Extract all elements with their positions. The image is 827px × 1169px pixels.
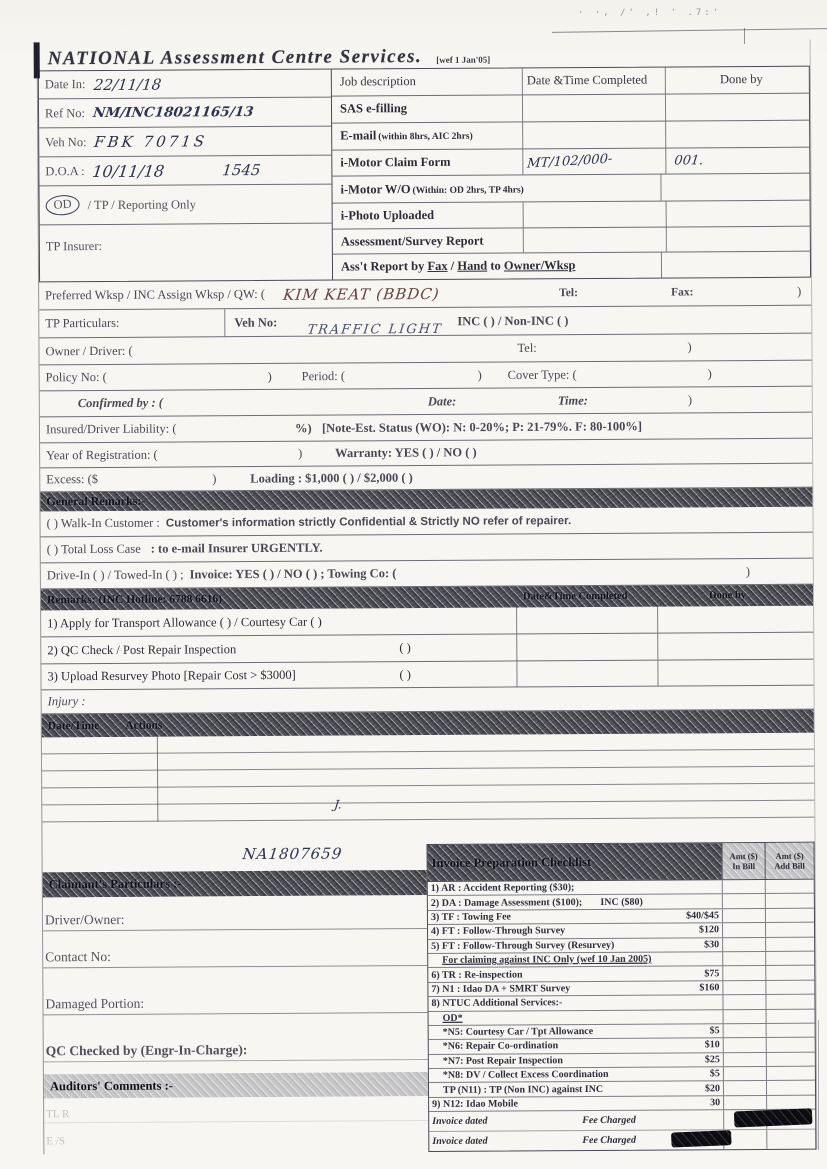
contact-no-field xyxy=(43,929,427,968)
claimant-particulars-title: Claimant's Particulars :- xyxy=(48,876,182,892)
divider xyxy=(516,607,517,633)
job-label-note: (Within: OD 2hrs, TP 4hrs) xyxy=(412,185,524,196)
scan-artifact-notch xyxy=(34,42,40,78)
checklist-row: OD* xyxy=(429,1009,815,1026)
amt-in-bill-cell xyxy=(723,1024,766,1038)
checklist-header xyxy=(428,843,814,882)
amt-add-bill-cell xyxy=(765,980,814,994)
checklist-row: 1) AR : Accident Reporting ($30); xyxy=(428,880,814,897)
fee-charged-label: Fee Charged xyxy=(582,1134,636,1147)
owner-tel-label: Tel: xyxy=(517,340,537,355)
top-section xyxy=(38,66,811,283)
checklist-row: 3) TF : Towing Fee $40/$45 xyxy=(428,908,814,925)
job-row-assessment xyxy=(333,227,810,255)
amt-add-bill-cell xyxy=(765,937,814,951)
divider xyxy=(657,661,658,686)
paren: ) xyxy=(212,471,217,486)
auditors-comments-header xyxy=(44,1072,428,1098)
actions-column-header: Actions xyxy=(125,719,163,732)
amt-add-bill-cell xyxy=(766,1052,815,1066)
tp-particulars-label: TP Particulars: xyxy=(45,315,120,331)
checklist-row: *N7: Post Repair Inspection $25 xyxy=(429,1052,815,1069)
veh-no-value: FBK 7071S xyxy=(93,132,209,152)
date-in-value: 22/11/18 xyxy=(92,75,162,94)
divider xyxy=(516,634,517,660)
liability-note: [Note-Est. Status (WO): N: 0-20%; P: 21-79%. F: 80-100%] xyxy=(321,418,643,435)
scan-smudge-text: · ·, /' ,! ' .7:' xyxy=(578,8,722,18)
fee-charged-label: Fee Charged xyxy=(582,1114,636,1127)
tp-veh-value-handwritten: TRAFFIC LIGHT xyxy=(306,321,444,338)
hand-ref-row xyxy=(43,844,427,872)
ref-no-row xyxy=(39,98,331,129)
job-label: i-Motor W/O (Within: OD 2hrs, TP 4hrs) xyxy=(340,181,524,197)
checklist-row: 7) N1 : Idao DA + SMRT Survey $160 xyxy=(428,980,814,997)
date-in-row xyxy=(39,70,331,100)
faint-mark-1: TL R xyxy=(44,1096,428,1123)
paren: ) xyxy=(707,366,712,381)
amt-add-bill-header: Amt ($) Add Bill xyxy=(765,843,814,879)
workshop-tel-label: Tel: xyxy=(559,286,578,299)
amt-in-bill-cell xyxy=(722,966,765,980)
owner-driver-label: Owner / Driver: ( xyxy=(45,343,133,358)
case-details-panel xyxy=(39,70,333,282)
remarks-item-text: 3) Upload Resurvey Photo [Repair Cost > $3000] xyxy=(47,667,296,684)
tp-veh-no-label: Veh No: xyxy=(234,314,278,330)
checklist-row: *N8: DV / Collect Excess Coordination $5 xyxy=(429,1067,815,1084)
claim-form-ref-handwritten: MT/102/000- xyxy=(526,151,613,172)
remarks-doneby-header: Done by xyxy=(708,590,747,602)
checklist-row: 2) DA : Damage Assessment ($100); INC ($80) xyxy=(428,894,814,911)
job-label-note: (within 8hrs, AIC 2hrs) xyxy=(378,131,473,143)
confirmed-time-label: Time: xyxy=(557,393,588,408)
divider xyxy=(657,634,658,660)
confirmed-by-label: Confirmed by : ( xyxy=(77,395,163,411)
scan-artifact-line xyxy=(552,28,827,33)
amt-add-bill-cell xyxy=(766,1081,815,1095)
policy-no-label: Policy No: ( xyxy=(45,369,107,385)
amt-add-bill-cell xyxy=(765,880,814,894)
total-loss-label: ( ) Total Loss Case xyxy=(46,541,141,557)
job-label: i-Motor Claim Form xyxy=(340,154,451,170)
paren: ) xyxy=(797,283,802,298)
job-doneby-cell xyxy=(661,252,810,278)
od-tp-row xyxy=(39,185,331,226)
excess-label: Excess: ($ xyxy=(46,472,99,487)
job-label: Assessment/Survey Report xyxy=(340,233,484,249)
workshop-label: Preferred Wksp / INC Assign Wksp / QW: ( xyxy=(45,286,266,303)
job-doneby-cell xyxy=(666,227,810,252)
divider xyxy=(657,607,658,633)
job-doneby-cell xyxy=(665,147,809,174)
walk-in-label: ( ) Walk-In Customer : xyxy=(46,515,160,531)
amt-add-bill-cell xyxy=(765,995,814,1009)
driver-owner-label: Driver/Owner: xyxy=(44,911,125,928)
doa-row xyxy=(39,156,331,187)
faint-mark-2: E /S xyxy=(46,1135,66,1148)
excess-row xyxy=(40,464,812,493)
job-row-motor-wo xyxy=(332,174,809,204)
total-loss-note: : to e-mail Insurer URGENTLY. xyxy=(150,540,323,556)
workshop-value-handwritten: KIM KEAT (BBDC) xyxy=(281,284,441,304)
amt-add-bill-cell xyxy=(766,1024,815,1038)
divider xyxy=(224,309,225,336)
claimant-panel xyxy=(43,844,429,1155)
amt-in-bill-header: Amt ($) In Bill xyxy=(722,843,765,879)
amt-in-bill-cell xyxy=(722,995,765,1009)
damaged-portion-field xyxy=(43,966,427,1015)
job-datetime-cell xyxy=(522,94,665,121)
actions-rows xyxy=(42,733,815,823)
job-doneby-cell xyxy=(666,201,810,227)
damaged-portion-label: Damaged Portion: xyxy=(45,995,145,1012)
date-in-label: Date In: xyxy=(44,77,86,92)
datetime-completed-header: Date &Time Completed xyxy=(522,68,665,95)
job-row-claim-form xyxy=(332,147,809,177)
job-row-email xyxy=(332,120,809,150)
driver-owner-field xyxy=(43,895,427,931)
veh-no-row xyxy=(39,127,331,158)
amt-add-bill-cell xyxy=(766,1095,815,1109)
drive-in-options: Drive-In ( ) / Towed-In ( ) ; xyxy=(46,567,184,583)
checklist-row: For claiming against INC Only (wef 10 Jan 2005) xyxy=(428,952,814,969)
job-table-header xyxy=(332,67,809,97)
claimant-particulars-header xyxy=(43,870,427,897)
qc-checked-field xyxy=(44,1013,428,1062)
warranty-options: Warranty: YES ( ) / NO ( ) xyxy=(335,445,477,461)
invoice-dated-label: Invoice dated xyxy=(432,1115,488,1128)
checklist-title-cell xyxy=(428,843,722,881)
od-tp-options: / TP / Reporting Only xyxy=(87,196,197,212)
workshop-fax-label: Fax: xyxy=(671,285,694,299)
paren: ) xyxy=(267,368,272,383)
amt-in-bill-cell xyxy=(722,909,765,923)
doa-time-value: 1545 xyxy=(221,161,262,180)
cover-type-label: Cover Type: ( xyxy=(507,367,577,382)
checklist-row: 9) N12: Idao Mobile 30 xyxy=(429,1095,815,1112)
checklist-row: 6) TR : Re-inspection $75 xyxy=(428,966,814,983)
paren: ) xyxy=(477,367,482,382)
year-registration-label: Year of Registration: ( xyxy=(46,447,158,462)
amt-add-bill-cell xyxy=(766,1038,815,1052)
amt-add-bill-cell xyxy=(766,1067,815,1081)
amt-in-bill-cell xyxy=(722,880,765,894)
checklist-title: Invoice Preparation Checklist xyxy=(431,854,592,870)
remarks-title: Remarks: (INC Hotline: 6788 6616) xyxy=(46,592,223,606)
amt-in-bill-cell xyxy=(723,1009,766,1023)
remarks-datetime-header: Date&Time Completed xyxy=(522,590,628,603)
checklist-row: *N6: Repair Co-ordination $10 xyxy=(429,1038,815,1055)
confirmed-date-label: Date: xyxy=(427,393,457,408)
tp-insurer-row xyxy=(40,224,332,282)
job-row-photo xyxy=(333,201,810,230)
checklist-row: 4) FT : Follow-Through Survey $120 xyxy=(428,923,814,940)
general-remarks-title: General Remarks:- xyxy=(46,493,146,509)
doa-label: D.O.A : xyxy=(45,163,85,178)
paren: ) xyxy=(687,392,693,407)
job-datetime-cell xyxy=(522,148,665,175)
paren: ) xyxy=(298,446,303,461)
amt-in-bill-cell xyxy=(723,1053,766,1067)
amt-in-bill-cell xyxy=(722,952,765,966)
job-datetime-cell xyxy=(522,121,665,148)
remarks-item-text: 1) Apply for Transport Allowance ( ) / Courtesy Car ( ) xyxy=(47,614,322,630)
amt-in-bill-cell xyxy=(723,1038,766,1052)
divider xyxy=(516,661,517,686)
job-table xyxy=(332,67,810,280)
doa-value: 10/11/18 xyxy=(91,161,166,181)
ref-no-label: Ref No: xyxy=(44,105,86,120)
paren: ) xyxy=(745,564,751,579)
done-by-header: Done by xyxy=(665,67,809,94)
amt-in-bill-cell xyxy=(722,981,765,995)
ink-stamp xyxy=(671,1130,732,1147)
assessment-form xyxy=(37,40,818,1155)
actions-datetime-header: Date/Time xyxy=(47,719,100,732)
auditors-comments-title: Auditors' Comments :- xyxy=(49,1078,173,1093)
amt-in-bill-cell xyxy=(722,938,765,952)
invoice-dated-row-2 xyxy=(429,1130,815,1151)
amt-add-bill-cell xyxy=(765,908,814,922)
tp-inc-options: INC ( ) / Non-INC ( ) xyxy=(457,313,569,328)
loading-options: Loading : $1,000 ( ) / $2,000 ( ) xyxy=(250,470,413,486)
scan-artifact-edge xyxy=(818,1020,819,1150)
tp-insurer-label: TP Insurer: xyxy=(45,238,103,254)
job-description-header: Job description xyxy=(339,74,416,89)
form-effective-date: [wef 1 Jan'05] xyxy=(436,54,491,65)
job-doneby-cell xyxy=(665,94,809,121)
invoice-towing-options: Invoice: YES ( ) / NO ( ) ; Towing Co: ( xyxy=(189,566,397,582)
job-label: i-Photo Uploaded xyxy=(340,208,435,223)
job-row-sas xyxy=(332,94,809,124)
amt-add-bill-cell xyxy=(765,894,814,908)
invoice-dated-label: Invoice dated xyxy=(432,1135,488,1148)
job-label: E-mail (within 8hrs, AIC 2hrs) xyxy=(340,128,473,143)
amt-in-bill-cell xyxy=(722,923,765,937)
job-label: Ass't Report by Fax / Hand to Owner/Wksp xyxy=(340,258,576,274)
contact-no-label: Contact No: xyxy=(45,948,111,965)
amt-in-bill-cell xyxy=(722,894,765,908)
checklist-rows xyxy=(428,880,815,1113)
claim-form-ref2-handwritten: 001. xyxy=(673,153,705,169)
job-doneby-cell xyxy=(665,120,809,147)
job-row-asst-report xyxy=(333,252,810,280)
amt-cell xyxy=(766,1130,815,1149)
amt-add-bill-cell xyxy=(765,952,814,966)
assessment-ref-handwritten: NA1807659 xyxy=(241,844,344,864)
job-datetime-cell xyxy=(523,228,666,253)
hand-mark: J. xyxy=(333,797,343,812)
job-label: SAS e-filling xyxy=(339,101,408,116)
liability-label: Insured/Driver Liability: ( xyxy=(45,421,177,437)
amt-in-bill-cell xyxy=(723,1081,766,1095)
form-title: NATIONAL Assessment Centre Services. xyxy=(47,46,423,70)
ref-no-value: NM/INC18021165/13 xyxy=(92,104,255,122)
paren: ( ) xyxy=(399,640,411,655)
amt-in-bill-cell xyxy=(723,1096,766,1110)
checklist-row: 5) FT : Follow-Through Survey (Resurvey) $30 xyxy=(428,937,814,954)
job-datetime-cell xyxy=(523,202,666,228)
amt-add-bill-cell xyxy=(765,966,814,980)
period-label: Period: ( xyxy=(301,368,346,383)
liability-pct: %) xyxy=(294,420,312,435)
od-option-circled: OD xyxy=(45,194,80,217)
job-doneby-cell xyxy=(660,174,809,201)
walk-in-note: Customer's information strictly Confidential & Strictly NO refer of repairer. xyxy=(165,514,572,530)
amt-add-bill-cell xyxy=(766,1009,815,1023)
amt-add-bill-cell xyxy=(765,923,814,937)
paren: ) xyxy=(687,339,692,354)
amt-in-bill-cell xyxy=(723,1067,766,1081)
checklist-row: TP (N11) : TP (Non INC) against INC $20 xyxy=(429,1081,815,1098)
checklist-row: *N5: Courtesy Car / Tpt Allowance $5 xyxy=(429,1024,815,1041)
invoice-checklist-table xyxy=(427,842,817,1153)
paren: ( ) xyxy=(399,667,411,682)
veh-no-label: Veh No: xyxy=(45,134,87,149)
injury-label: Injury : xyxy=(47,694,86,709)
bottom-section xyxy=(43,842,817,1155)
checklist-row: 8) NTUC Additional Services:- xyxy=(428,995,814,1012)
qc-checked-label: QC Checked by (Engr-In-Charge): xyxy=(45,1042,248,1059)
remarks-item-text: 2) QC Check / Post Repair Inspection xyxy=(47,641,237,657)
